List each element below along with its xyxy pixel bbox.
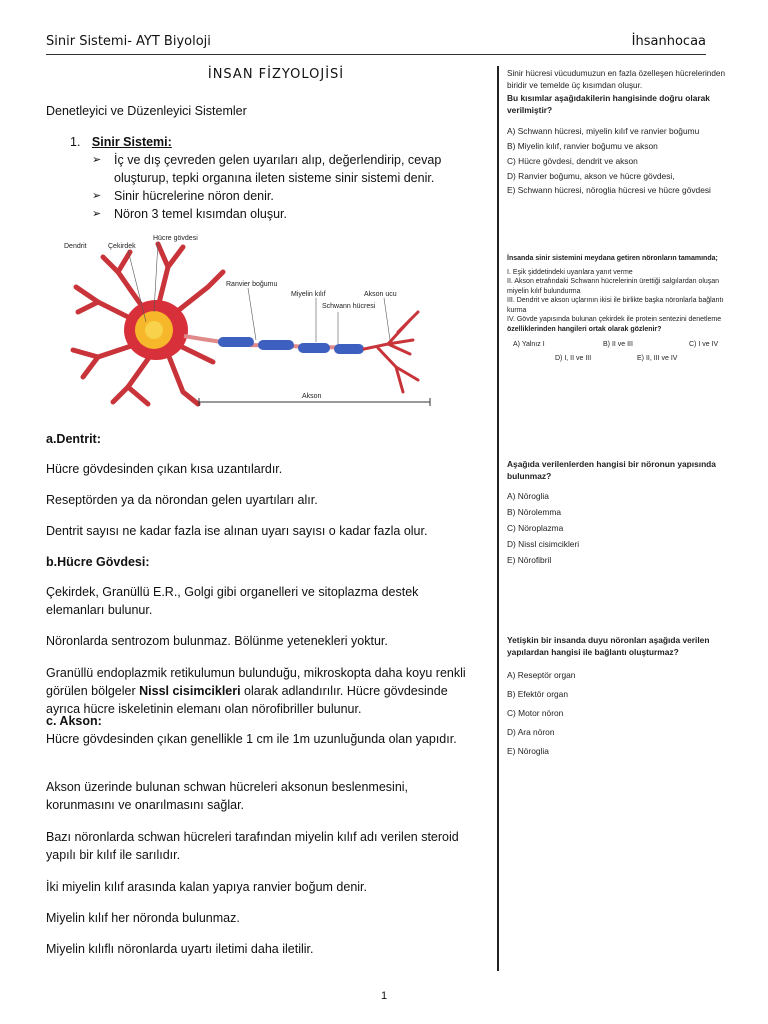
- bullet-item: ➢ Nöron 3 temel kısımdan oluşur.: [92, 205, 466, 223]
- dentrit-heading: a.Dentrit:: [46, 432, 101, 446]
- q4-option-e: E) Nöroglia: [507, 746, 549, 756]
- akson-p4: İki miyelin kılıf arasında kalan yapıya ranvier boğum denir.: [46, 880, 367, 894]
- page-number: 1: [380, 990, 388, 1002]
- akson-heading: c. Akson:: [46, 714, 102, 728]
- govde-p3: Granüllü endoplazmik retikulumun bulunduğu, mikroskopta daha koyu renkli görülen bölgeler Nissl cisimcikleri olarak adlandırılır. Hücre gövdesinde ayrıca hücre iskeletinin elemanı olan nörofibriller bulunur.: [46, 666, 466, 716]
- q3-option-b: B) Nörolemma: [507, 507, 561, 517]
- q4-stem: Yetişkin bir insanda duyu nöronları aşağıda verilen yapılardan hangisi ile bağlantı oluşturmaz?: [507, 635, 710, 657]
- axon-terminal-shape: [364, 312, 418, 392]
- question-4: [507, 634, 729, 761]
- label-schwann: Schwann hücresi: [322, 303, 376, 310]
- govde-heading: b.Hücre Gövdesi:: [46, 555, 150, 569]
- label-ranvier: Ranvier boğumu: [226, 281, 278, 288]
- q2-question: özelliklerinden hangileri ortak olarak gözlenir?: [507, 325, 662, 333]
- q3-stem: Aşağıda verilenlerden hangisi bir nöronun yapısında bulunmaz?: [507, 459, 716, 481]
- bullet-item: ➢ İç ve dış çevreden gelen uyarıları alıp, değerlendirip, cevap oluşturup, tepki organına ileten sisteme sinir sistemi denir.: [92, 151, 466, 187]
- q1-option-e: E) Schwann hücresi, nöroglia hücresi ve hücre gövdesi: [507, 185, 711, 195]
- dentrit-p3: Dentrit sayısı ne kadar fazla ise alınan uyarı sayısı o kadar fazla olur.: [46, 524, 428, 538]
- q2-option-c: C) I ve IV: [689, 341, 719, 348]
- section-number: 1.: [70, 135, 81, 149]
- govde-p2: Nöronlarda sentrozom bulunmaz. Bölünme yetenekleri yoktur.: [46, 634, 388, 648]
- q2-item: III. Dendrit ve akson uçlarının ikisi ile birlikte başka nöronlarla bağlantı kurma: [507, 297, 724, 314]
- q3-option-c: C) Nöroplazma: [507, 523, 564, 533]
- q1-question: Bu kısımlar aşağıdakilerin hangisinde doğru olarak verilmiştir?: [507, 93, 710, 115]
- q2-option-e: E) II, III ve IV: [637, 355, 678, 362]
- q3-option-a: A) Nöroglia: [507, 491, 549, 501]
- govde-p1: Çekirdek, Granüllü E.R., Golgi gibi organelleri ve sitoplazma destek elemanları bulunur.: [46, 585, 419, 617]
- bullet-item: ➢ Sinir hücrelerine nöron denir.: [92, 187, 466, 205]
- q2-item: IV. Gövde yapısında bulunan çekirdek ile protein sentezini denetleme: [507, 316, 722, 323]
- question-2: [507, 254, 729, 364]
- neuron-diagram: [58, 232, 438, 412]
- label-dendrit: Dendrit: [64, 243, 87, 250]
- q1-stem: Sinir hücresi vücudumuzun en fazla özelleşen hücrelerinden biridir ve temelde üç kısımdan oluşur.: [507, 69, 726, 90]
- section-1: [70, 133, 466, 223]
- section-bullets: [92, 151, 466, 223]
- q1-option-d: D) Ranvier boğumu, akson ve hücre gövdesi,: [507, 171, 675, 181]
- q2-item: II. Akson etrafındaki Schwann hücrelerinin ürettiği salgılardan oluşan miyelin kılıf bulundurma: [507, 278, 720, 295]
- akson-p1: Hücre gövdesinden çıkan genellikle 1 cm ile 1m uzunluğunda olan yapıdır.: [46, 732, 457, 746]
- q2-option-a: A) Yalnız I: [513, 341, 545, 348]
- akson-p3: Bazı nöronlarda schwan hücreleri tarafından miyelin kılıf adı verilen steroid yapılı bir kılıf ile sarılıdır.: [46, 830, 459, 862]
- column-divider: [497, 66, 499, 971]
- q2-item: I. Eşik şiddetindeki uyarılara yanıt verme: [507, 268, 633, 276]
- dentrit-p2: Reseptörden ya da nörondan gelen uyartıları alır.: [46, 493, 318, 507]
- label-akson-ucu: Akson ucu: [364, 291, 397, 298]
- myelin-sheath-shape: [218, 337, 364, 354]
- q2-stem: İnsanda sinir sistemini meydana getiren nöronların tamamında;: [507, 255, 718, 262]
- q4-option-a: A) Reseptör organ: [507, 670, 576, 680]
- q4-option-c: C) Motor nöron: [507, 708, 564, 718]
- akson-p6: Miyelin kılıflı nöronlarda uyartı iletimi daha iletilir.: [46, 942, 314, 956]
- question-1: [507, 68, 729, 196]
- dentrit-p1: Hücre gövdesinden çıkan kısa uzantılardır.: [46, 462, 283, 476]
- q2-option-b: B) II ve III: [603, 341, 633, 348]
- label-akson: Akson: [302, 393, 322, 400]
- q3-option-d: D) Nissl cisimcikleri: [507, 539, 580, 549]
- header-title: Sinir Sistemi- AYT Biyoloji: [46, 34, 211, 49]
- question-3: [507, 458, 729, 568]
- akson-p5: Miyelin kılıf her nöronda bulunmaz.: [46, 911, 240, 925]
- q1-option-c: C) Hücre gövdesi, dendrit ve akson: [507, 156, 638, 166]
- label-miyelin: Miyelin kılıf: [291, 291, 326, 298]
- label-cekirdek: Çekirdek: [108, 243, 136, 250]
- label-hucre-govdesi: Hücre gövdesi: [153, 235, 198, 242]
- page-header: [46, 34, 706, 55]
- q3-option-e: E) Nörofibril: [507, 555, 552, 565]
- q2-option-d: D) I, II ve III: [555, 355, 592, 362]
- section-title: Sinir Sistemi:: [91, 135, 172, 149]
- page-title: İNSAN FİZYOLOJİSİ: [207, 67, 345, 82]
- q1-option-a: A) Schwann hücresi, miyelin kılıf ve ranvier boğumu: [507, 126, 700, 136]
- akson-p2: Akson üzerinde bulunan schwan hücreleri aksonun beslenmesini, korunmasını ve onarılmasını sağlar.: [46, 780, 409, 812]
- subtitle: Denetleyici ve Düzenleyici Sistemler: [46, 104, 247, 118]
- header-author: İhsanhocaa: [631, 34, 706, 49]
- nissl-term: Nissl cisimcikleri: [139, 684, 241, 698]
- q1-option-b: B) Miyelin kılıf, ranvier boğumu ve akson: [507, 141, 658, 151]
- neuron-figure: [58, 232, 438, 412]
- q4-option-d: D) Ara nöron: [507, 727, 555, 737]
- q4-option-b: B) Efektör organ: [507, 689, 568, 699]
